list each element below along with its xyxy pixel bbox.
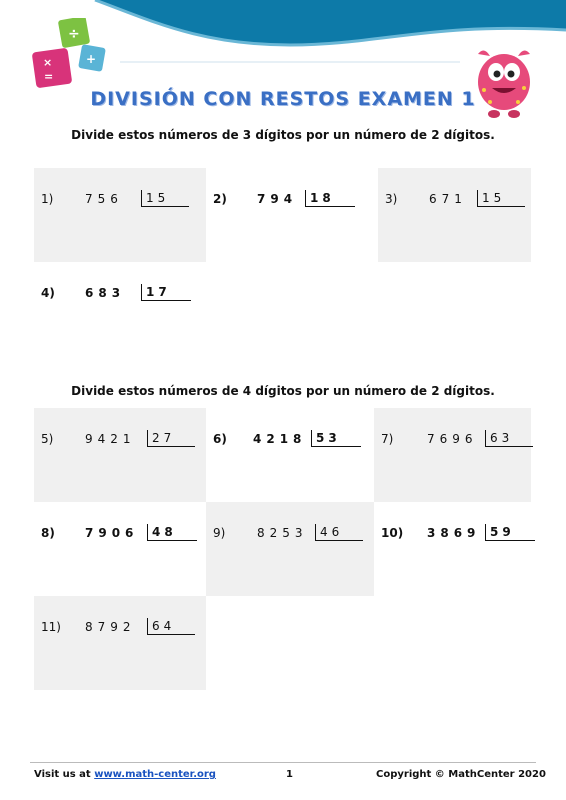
svg-text:÷: ÷ xyxy=(68,26,80,42)
problem-dividend: 4218 xyxy=(253,432,307,446)
problem-label: 4) xyxy=(41,286,55,300)
problem-label: 1) xyxy=(41,192,54,206)
problem-dividend: 683 xyxy=(85,286,126,300)
problem-cell-6 xyxy=(206,408,378,502)
problem-cell-2 xyxy=(206,168,378,262)
problem-dividend: 794 xyxy=(257,192,298,206)
problem-cell-8 xyxy=(34,502,206,596)
problem-dividend: 3869 xyxy=(427,526,481,540)
problem-label: 10) xyxy=(381,526,404,540)
problem-label: 6) xyxy=(213,432,227,446)
problem-divisor: 53 xyxy=(311,430,361,447)
page-title: DIVISIÓN CON RESTOS EXAMEN 1 xyxy=(90,88,476,110)
problem-dividend: 9421 xyxy=(85,432,136,446)
problem-divisor: 17 xyxy=(141,284,191,301)
problem-divisor: 27 xyxy=(147,430,195,447)
problem-dividend: 8253 xyxy=(257,526,308,540)
problem-divisor: 18 xyxy=(305,190,355,207)
footer-copyright: Copyright © MathCenter 2020 xyxy=(376,769,546,780)
footer-visit-text: Visit us at xyxy=(34,769,91,780)
problem-label: 2) xyxy=(213,192,227,206)
problem-label: 5) xyxy=(41,432,54,446)
problem-divisor: 64 xyxy=(147,618,195,635)
problem-cell-5 xyxy=(34,408,206,502)
footer-divider xyxy=(30,762,536,763)
problem-dividend: 671 xyxy=(429,192,467,206)
problem-divisor: 48 xyxy=(147,524,197,541)
problem-cell-1 xyxy=(34,168,206,262)
problem-cell-4 xyxy=(34,262,206,356)
problem-label: 7) xyxy=(381,432,394,446)
section2-instruction: Divide estos números de 4 dígitos por un número de 2 dígitos. xyxy=(71,384,495,398)
problem-divisor: 15 xyxy=(141,190,189,207)
svg-text:+: + xyxy=(86,52,97,66)
problem-label: 9) xyxy=(213,526,226,540)
problem-dividend: 7906 xyxy=(85,526,139,540)
problem-cell-11 xyxy=(34,596,206,690)
problem-cell-10 xyxy=(374,502,531,596)
math-dice-icon xyxy=(30,18,110,98)
problem-dividend: 7696 xyxy=(427,432,478,446)
problem-cell-9 xyxy=(206,502,374,596)
page-number: 1 xyxy=(286,769,293,780)
problem-divisor: 59 xyxy=(485,524,535,541)
section1-instruction: Divide estos números de 3 dígitos por un número de 2 dígitos. xyxy=(71,128,495,142)
problem-divisor: 46 xyxy=(315,524,363,541)
svg-text:×: × xyxy=(43,56,53,69)
problem-cell-7 xyxy=(374,408,531,502)
problem-dividend: 8792 xyxy=(85,620,136,634)
problem-divisor: 15 xyxy=(477,190,525,207)
problem-label: 8) xyxy=(41,526,55,540)
footer-website-link[interactable]: www.math-center.org xyxy=(94,769,216,780)
svg-text:=: = xyxy=(44,70,54,83)
problem-dividend: 756 xyxy=(85,192,123,206)
problem-label: 3) xyxy=(385,192,398,206)
footer-visit xyxy=(34,769,216,780)
problem-label: 11) xyxy=(41,620,61,634)
problem-divisor: 63 xyxy=(485,430,533,447)
problem-cell-3 xyxy=(378,168,531,262)
